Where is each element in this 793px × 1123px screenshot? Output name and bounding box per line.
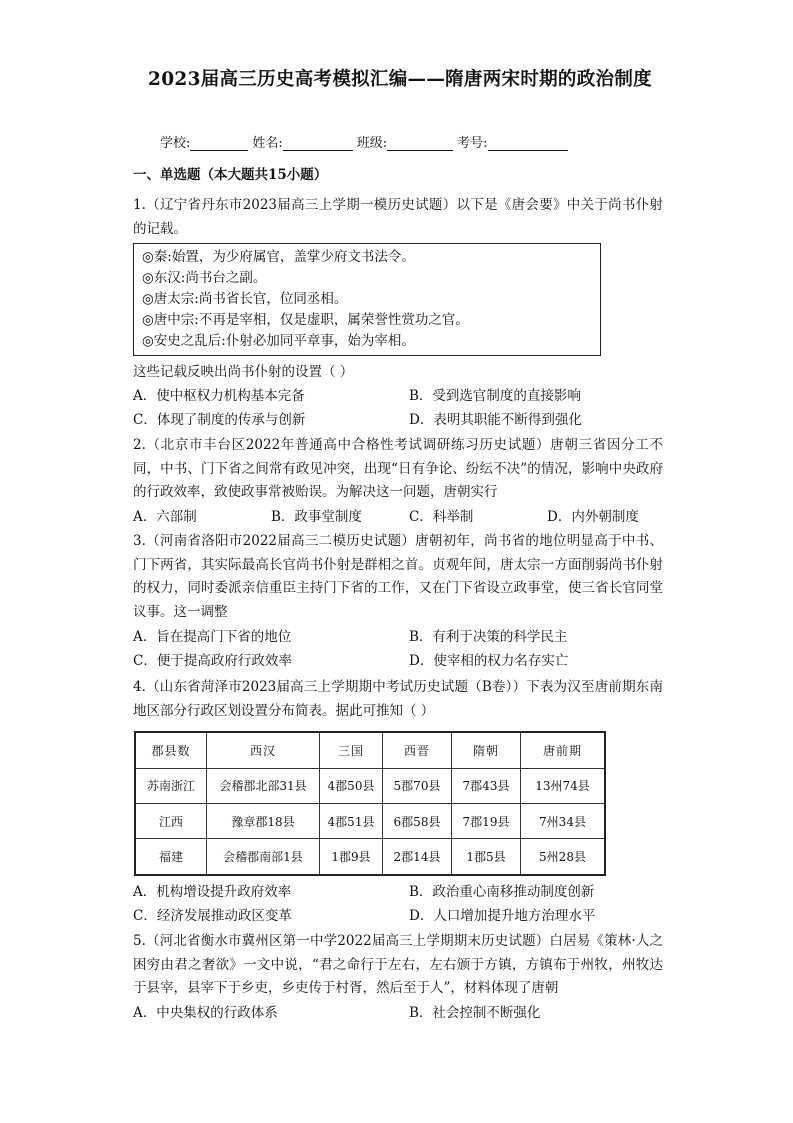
q4-stem: 4.（山东省菏泽市2023届高三上学期期中考试历史试题（B卷））下表为汉至唐前期东南地区部分行政区划设置分布简表。据此可推知（ ） [133, 679, 663, 719]
q1-box-line: ◎安史之乱后:仆射必加同平章事，始为宰相。 [142, 333, 415, 349]
table-header-cell: 唐前期 [521, 732, 606, 768]
student-info-row [160, 132, 660, 151]
q1-box-line: ◎秦:始置，为少府属官，盖掌少府文书法令。 [142, 249, 415, 265]
q3-stem: 3.（河南省洛阳市2022届高三二模历史试题）唐朝初年，尚书省的地位明显高于中书、门下两省，其实际最高长官尚书仆射是群相之首。贞观年间，唐太宗一方面削弱尚书仆射的权力，同时委派亲信重臣主持门下省的工作，又在门下省设立政事堂，使三省长官同堂议事。这一调整 [133, 533, 663, 620]
q5-stem: 5.（河北省衡水市冀州区第一中学2022届高三上学期期末历史试题）白居易《策林·人之困穷由君之奢欲》一文中说，“君之命行于左右，左右颁于方镇，方镇布于州牧，州牧达于县宰，县宰下于乡吏，乡吏传于村胥，然后至于人”，材料体现了唐朝 [133, 933, 663, 996]
table-header-cell: 郡县数 [135, 732, 207, 768]
name-blank[interactable] [283, 137, 353, 151]
table-cell: 5州28县 [521, 839, 606, 875]
class-label: 班级: [356, 136, 388, 151]
q1-stem: 1.（辽宁省丹东市2023届高三上学期一模历史试题）以下是《唐会要》中关于尚书仆射的记载。 [133, 197, 663, 237]
exam-no-label: 考号: [457, 136, 488, 151]
q4-option-d[interactable]: D．人口增加提升地方治理水平 [409, 908, 596, 924]
exam-no-blank[interactable] [488, 137, 568, 151]
q3-option-b[interactable]: B．有利于决策的科学民主 [409, 629, 568, 645]
q2-stem: 2.（北京市丰台区2022年普通高中合格性考试调研练习历史试题）唐朝三省因分工不同，中书、门下省之间常有政见冲突，出现“日有争论、纷纭不决”的情况，影响中央政府的行政效率，致使政事常被贻误。为解决这一问题，唐朝实行 [133, 437, 663, 500]
table-cell: 6郡58县 [383, 803, 452, 838]
q1-option-c[interactable]: C．体现了制度的传承与创新 [133, 412, 306, 428]
q2-option-b[interactable]: B．政事堂制度 [271, 509, 362, 525]
table-cell: 13州74县 [521, 768, 606, 803]
table-cell: 苏南浙江 [135, 768, 207, 803]
name-label: 姓名: [252, 136, 283, 151]
q2-option-d[interactable]: D．内外朝制度 [547, 509, 639, 525]
table-cell: 7郡43县 [452, 768, 521, 803]
table-cell: 7州34县 [521, 803, 606, 838]
class-blank[interactable] [387, 137, 453, 151]
q1-box-line: ◎东汉:尚书台之副。 [142, 270, 267, 286]
q4-table [134, 731, 606, 876]
q1-material-box [133, 243, 601, 356]
q1-option-a[interactable]: A．使中枢权力机构基本完备 [133, 388, 305, 404]
table-cell: 4郡50县 [320, 768, 383, 803]
q1-option-d[interactable]: D．表明其职能不断得到强化 [409, 412, 582, 428]
q5-option-a[interactable]: A．中央集权的行政体系 [133, 1005, 278, 1021]
q1-option-b[interactable]: B．受到选官制度的直接影响 [409, 388, 581, 404]
school-label: 学校: [160, 136, 191, 151]
table-row [135, 839, 605, 875]
table-cell: 会稽郡南部1县 [207, 839, 320, 875]
table-cell: 4郡51县 [320, 803, 383, 838]
q1-question: 这些记载反映出尚书仆射的设置（ ） [133, 364, 354, 380]
school-blank[interactable] [190, 137, 248, 151]
q3-option-a[interactable]: A．旨在提高门下省的地位 [133, 629, 292, 645]
table-header-row [135, 732, 605, 768]
q4-option-b[interactable]: B．政治重心南移推动制度创新 [409, 884, 595, 900]
table-row [135, 803, 605, 838]
q5-option-b[interactable]: B．社会控制不断强化 [409, 1005, 541, 1021]
table-cell: 会稽郡北部31县 [207, 768, 320, 803]
table-cell: 1郡9县 [320, 839, 383, 875]
q2-option-a[interactable]: A．六部制 [133, 509, 197, 525]
table-cell: 1郡5县 [452, 839, 521, 875]
table-header-cell: 三国 [320, 732, 383, 768]
q1-box-line: ◎唐中宗:不再是宰相，仅是虚职，属荣誉性赏功之官。 [142, 312, 469, 328]
q4-option-c[interactable]: C．经济发展推动政区变革 [133, 908, 292, 924]
table-row [135, 768, 605, 803]
table-cell: 5郡70县 [383, 768, 452, 803]
q3-option-d[interactable]: D．使宰相的权力名存实亡 [409, 653, 569, 669]
page-title: 2023届高三历史高考模拟汇编——隋唐两宋时期的政治制度 [148, 69, 652, 90]
table-cell: 7郡19县 [452, 803, 521, 838]
q4-option-a[interactable]: A．机构增设提升政府效率 [133, 884, 292, 900]
section-title: 一、单选题（本大题共15小题） [133, 167, 328, 183]
q1-box-line: ◎唐太宗:尚书省长官，位同丞相。 [142, 291, 348, 307]
table-header-cell: 隋朝 [452, 732, 521, 768]
table-cell: 江西 [135, 803, 207, 838]
table-cell: 福建 [135, 839, 207, 875]
table-header-cell: 西晋 [383, 732, 452, 768]
table-cell: 豫章郡18县 [207, 803, 320, 838]
table-header-cell: 西汉 [207, 732, 320, 768]
table-cell: 2郡14县 [383, 839, 452, 875]
q3-option-c[interactable]: C．便于提高政府行政效率 [133, 653, 292, 669]
q2-option-c[interactable]: C．科举制 [409, 509, 474, 525]
